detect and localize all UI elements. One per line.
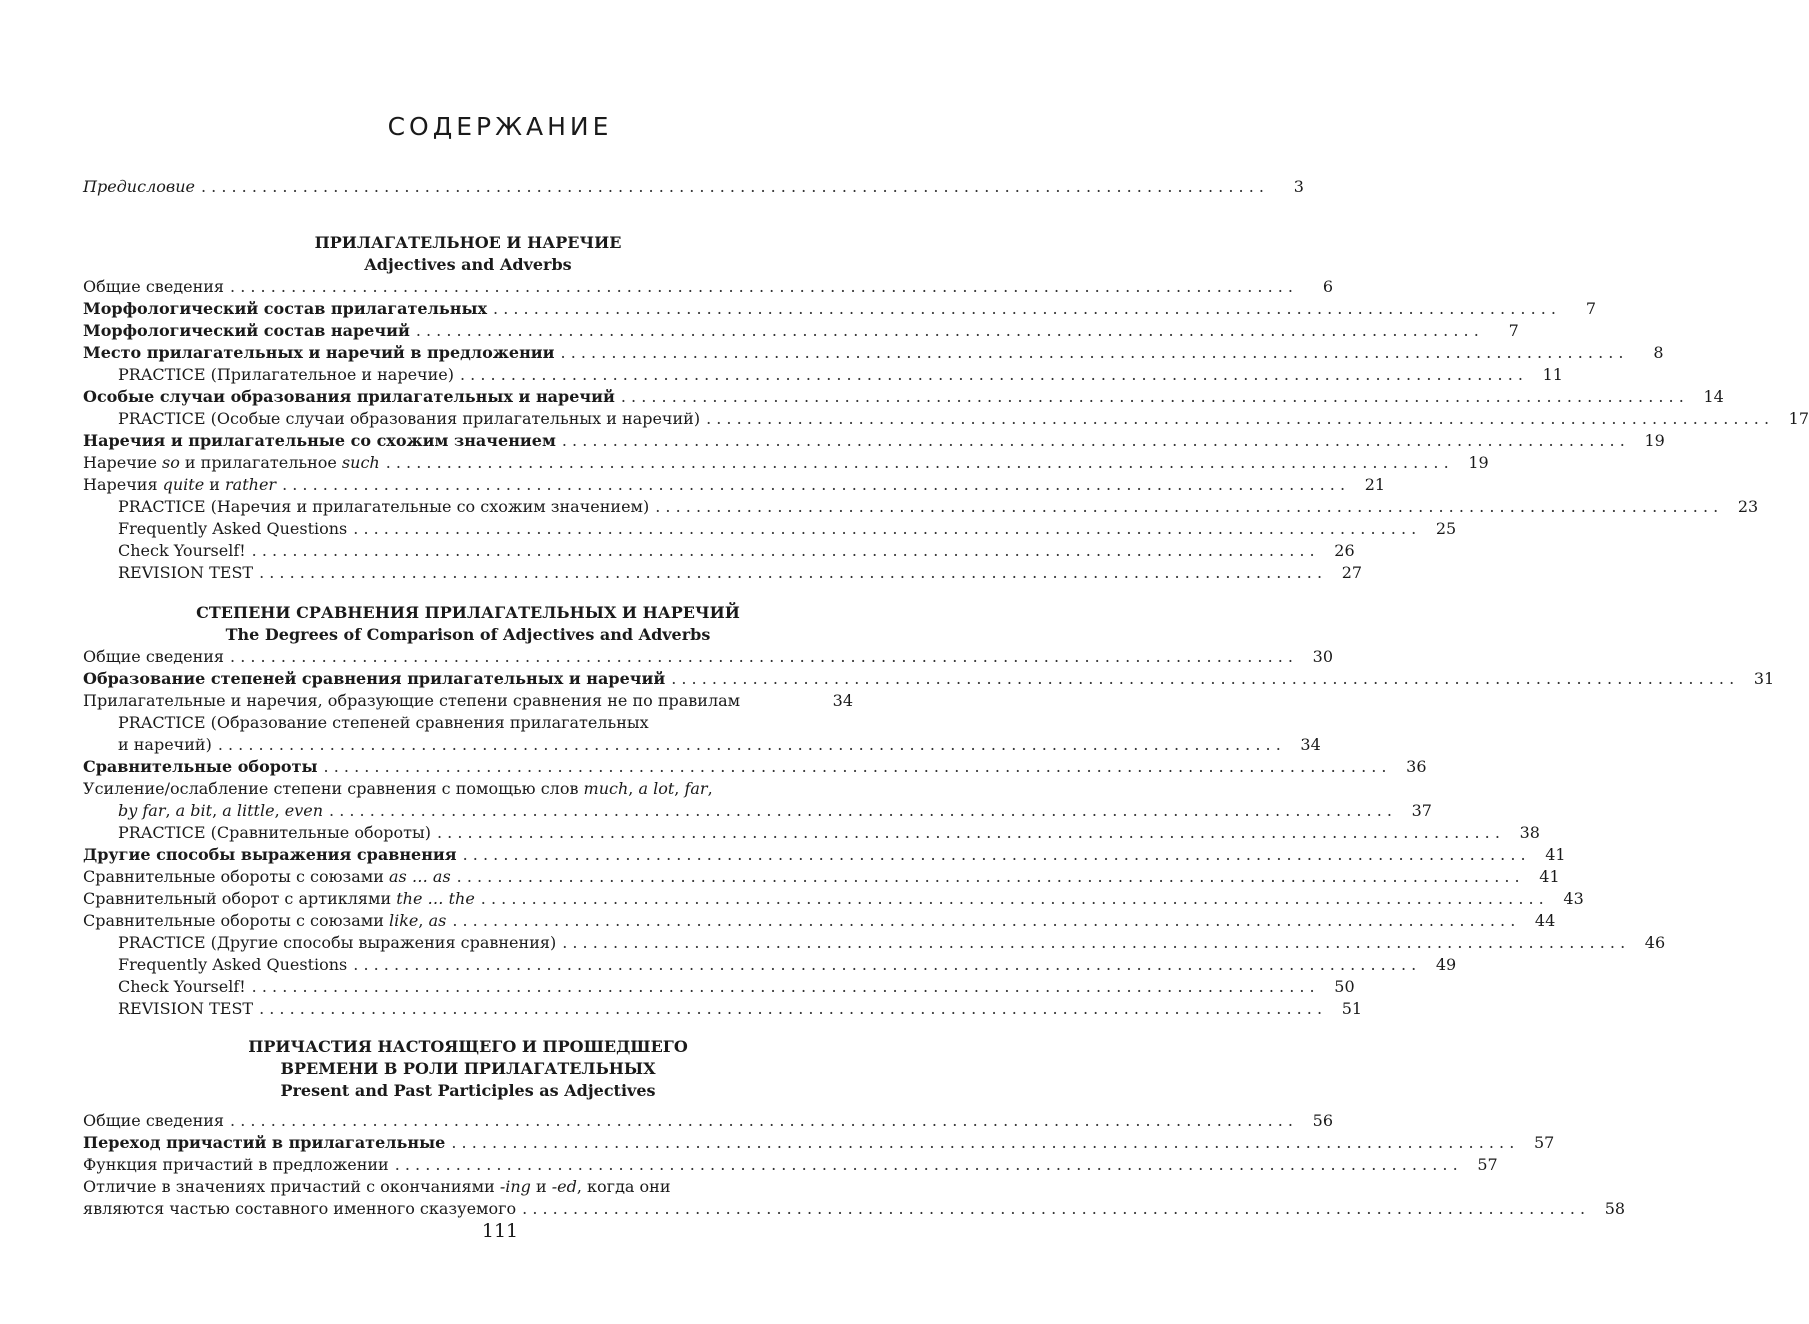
toc-entry-label	[118, 800, 323, 822]
toc-entry-label: Прилагательные и наречия, образующие степени сравнения не по правилам	[83, 691, 741, 710]
toc-page-number: 49	[1435, 955, 1457, 974]
toc-entry-faq[interactable]	[83, 518, 1457, 540]
toc-entry-label	[83, 452, 380, 474]
section-title-en: The Degrees of Comparison of Adjectives and Adverbs	[225, 625, 711, 644]
label-term: -ed	[551, 1177, 577, 1196]
label-term: by far	[118, 801, 166, 820]
toc-entry-cont[interactable]	[83, 1198, 1626, 1220]
toc-page-number: 3	[1293, 177, 1304, 196]
dot-leader	[259, 562, 1322, 584]
label-term: a little	[222, 801, 275, 820]
label-text: , когда они	[576, 1177, 671, 1196]
toc-entry[interactable]	[83, 276, 1333, 298]
label-text: и	[204, 475, 226, 494]
toc-entry-practice[interactable]	[83, 712, 853, 734]
toc-page-number: 58	[1604, 1199, 1626, 1218]
toc-entry-label	[83, 888, 475, 910]
toc-entry-label: Frequently Asked Questions	[118, 519, 348, 538]
toc-page-number: 41	[1545, 845, 1566, 864]
dot-leader	[655, 496, 1718, 518]
dot-leader	[324, 756, 1387, 778]
toc-entry-label	[83, 474, 276, 496]
dot-leader	[252, 976, 1315, 998]
label-term: the … the	[396, 889, 475, 908]
label-term: as … as	[388, 867, 451, 886]
label-term: a lot	[638, 779, 675, 798]
label-term: so	[162, 453, 180, 472]
dot-leader	[452, 910, 1515, 932]
toc-page-number: 30	[1312, 647, 1333, 666]
label-text: Сравнительные обороты с союзами	[83, 867, 389, 886]
label-text: Наречие	[83, 453, 162, 472]
label-text: Сравнительные обороты с союзами	[83, 911, 389, 930]
toc-entry-label: REVISION TEST	[118, 563, 254, 582]
dot-leader	[621, 386, 1684, 408]
dot-leader	[230, 276, 1293, 298]
toc-page-number: 34	[832, 691, 853, 710]
dot-leader	[395, 1154, 1458, 1176]
dot-leader	[481, 888, 1544, 910]
toc-page-number: 11	[1542, 365, 1563, 384]
toc-entry-label: Общие сведения	[83, 277, 225, 296]
dot-leader	[493, 298, 1556, 320]
toc-page-number: 31	[1753, 669, 1775, 688]
label-text: ,	[212, 801, 223, 820]
toc-page-number: 57	[1533, 1133, 1555, 1152]
toc-entry-label: PRACTICE (Другие способы выражения сравнения)	[118, 933, 557, 952]
toc-entry-label: Место прилагательных и наречий в предложении	[83, 343, 555, 362]
toc-entry-label	[83, 1176, 671, 1198]
dot-leader	[562, 932, 1625, 954]
toc-entry-label: Функция причастий в предложении	[83, 1155, 389, 1174]
toc-entry-practice[interactable]	[83, 932, 1666, 954]
label-term: a bit	[175, 801, 213, 820]
toc-entry-label: PRACTICE (Прилагательное и наречие)	[118, 365, 454, 384]
toc-entry-check[interactable]	[83, 976, 1355, 998]
toc-entry-label: Особые случаи образования прилагательных и наречий	[83, 387, 615, 406]
toc-page-number: 7	[1508, 321, 1519, 340]
toc-entry-label: Check Yourself!	[118, 977, 246, 996]
toc-entry-check[interactable]	[83, 540, 1355, 562]
toc-page-number: 44	[1534, 911, 1556, 930]
toc-entry-cont[interactable]	[83, 800, 1432, 822]
toc-entry[interactable]	[83, 298, 1596, 320]
toc-page-number: 21	[1364, 475, 1386, 494]
toc-page-number: 51	[1341, 999, 1363, 1018]
toc-entry[interactable]	[83, 1176, 853, 1198]
toc-entry-label: PRACTICE (Образование степеней сравнения прилагательных	[118, 713, 649, 732]
toc-entry[interactable]	[83, 844, 1566, 866]
label-term: rather	[225, 475, 277, 494]
dot-leader	[218, 734, 1281, 756]
toc-entry[interactable]	[83, 668, 1775, 690]
toc-page-number: 19	[1644, 431, 1665, 450]
section-title-ru: ПРИЧАСТИЯ НАСТОЯЩЕГО И ПРОШЕДШЕГО	[248, 1037, 688, 1056]
toc-entry-label: REVISION TEST	[118, 999, 254, 1018]
label-term: like	[388, 911, 419, 930]
label-text: ,	[628, 779, 639, 798]
toc-entry[interactable]	[83, 778, 853, 800]
toc-page-number: 34	[1300, 735, 1321, 754]
label-text: Наречия	[83, 475, 163, 494]
page-number: 111	[481, 1220, 519, 1242]
toc-entry-practice[interactable]	[83, 364, 1563, 386]
toc-entry-label: PRACTICE (Сравнительные обороты)	[118, 823, 431, 842]
toc-entry[interactable]	[83, 1110, 1333, 1132]
toc-entry[interactable]	[83, 646, 1333, 668]
label-term: as	[428, 911, 447, 930]
toc-entry[interactable]	[83, 386, 1724, 408]
toc-entry[interactable]	[83, 342, 1664, 364]
dot-leader	[457, 866, 1520, 888]
dot-leader	[230, 1110, 1293, 1132]
toc-entry-label	[83, 778, 713, 800]
dot-leader	[230, 646, 1293, 668]
toc-entry[interactable]	[83, 474, 1386, 496]
section-title-ru-line2: ВРЕМЕНИ В РОЛИ ПРИЛАГАТЕЛЬНЫХ	[280, 1059, 656, 1078]
dot-leader	[522, 1198, 1585, 1220]
toc-entry-preface[interactable]	[83, 176, 1304, 198]
label-text: Отличие в значениях причастий с окончаниями	[83, 1177, 500, 1196]
label-text: Сравнительный оборот с артиклями	[83, 889, 397, 908]
toc-page-number: 38	[1519, 823, 1540, 842]
toc-entry-label: Общие сведения	[83, 1111, 225, 1130]
toc-entry-label: Check Yourself!	[118, 541, 246, 560]
toc-entry-label: являются частью составного именного сказуемого	[83, 1199, 517, 1218]
label-term: far	[684, 779, 708, 798]
dot-leader	[329, 800, 1392, 822]
toc-entry[interactable]	[83, 756, 1427, 778]
toc-entry-label: и наречий)	[118, 735, 212, 754]
toc-entry-label	[83, 866, 451, 888]
toc-page-number: 37	[1411, 801, 1432, 820]
label-text: и прилагательное	[179, 453, 342, 472]
toc-page-number: 26	[1334, 541, 1355, 560]
toc-page-number: 41	[1539, 867, 1560, 886]
section-title-ru: СТЕПЕНИ СРАВНЕНИЯ ПРИЛАГАТЕЛЬНЫХ И НАРЕЧИЙ	[196, 603, 740, 622]
label-text: ,	[418, 911, 429, 930]
dot-leader	[561, 342, 1624, 364]
toc-entry[interactable]	[83, 430, 1665, 452]
label-term: quite	[162, 475, 205, 494]
toc-entry-label: Frequently Asked Questions	[118, 955, 348, 974]
toc-page-number: 50	[1334, 977, 1355, 996]
label-term: much	[583, 779, 629, 798]
section-title-en: Adjectives and Adverbs	[364, 255, 572, 274]
toc-entry[interactable]	[83, 320, 1519, 342]
toc-page-number: 43	[1563, 889, 1584, 908]
toc-entry-revision-test[interactable]	[83, 562, 1363, 584]
dot-leader	[416, 320, 1479, 342]
toc-entry-label: PRACTICE (Наречия и прилагательные со схожим значением)	[118, 497, 650, 516]
toc-entry-practice[interactable]	[83, 408, 1809, 430]
toc-entry-faq[interactable]	[83, 954, 1457, 976]
toc-page-number: 27	[1341, 563, 1363, 582]
dot-leader	[437, 822, 1500, 844]
section-title-en: Present and Past Participles as Adjectives	[280, 1081, 656, 1100]
label-text: ,	[274, 801, 285, 820]
dot-leader	[252, 540, 1315, 562]
toc-entry-label: Образование степеней сравнения прилагательных и наречий	[83, 669, 666, 688]
toc-entry-label: Сравнительные обороты	[83, 757, 318, 776]
toc-page-number: 36	[1406, 757, 1427, 776]
toc-entry[interactable]	[83, 910, 1556, 932]
toc-entry-practice[interactable]	[83, 822, 1540, 844]
label-term: such	[341, 453, 380, 472]
toc-entry-label: Переход причастий в прилагательные	[83, 1133, 446, 1152]
dot-leader	[201, 176, 1264, 198]
toc-page-number: 8	[1653, 343, 1664, 362]
toc-page-number: 6	[1322, 277, 1333, 296]
label-text: Усиление/ослабление степени сравнения с помощью слов	[83, 779, 584, 798]
toc-entry[interactable]	[83, 690, 853, 712]
toc-entry-label	[83, 910, 446, 932]
toc-entry[interactable]	[83, 452, 1489, 474]
toc-entry-label: Предисловие	[83, 177, 195, 196]
dot-leader	[463, 844, 1526, 866]
dot-leader	[353, 954, 1416, 976]
toc-entry-label: Морфологический состав наречий	[83, 321, 410, 340]
label-term: -ing	[499, 1177, 531, 1196]
toc-entry[interactable]	[83, 1154, 1498, 1176]
toc-page-number: 57	[1477, 1155, 1498, 1174]
label-text: и	[530, 1177, 552, 1196]
dot-leader	[386, 452, 1449, 474]
toc-entry-label: PRACTICE (Особые случаи образования прилагательных и наречий)	[118, 409, 701, 428]
toc-entry-label: Общие сведения	[83, 647, 225, 666]
toc-page-number: 23	[1737, 497, 1759, 516]
toc-entry-label: Наречия и прилагательные со схожим значением	[83, 431, 556, 450]
toc-entry-revision-test[interactable]	[83, 998, 1363, 1020]
toc-page-number: 7	[1585, 299, 1596, 318]
dot-leader	[671, 668, 1734, 690]
page-title: СОДЕРЖАНИЕ	[387, 112, 613, 141]
dot-leader	[460, 364, 1523, 386]
dot-leader	[259, 998, 1322, 1020]
section-title-ru: ПРИЛАГАТЕЛЬНОЕ И НАРЕЧИЕ	[314, 233, 622, 252]
table-of-contents	[83, 176, 1809, 1220]
toc-page-number: 17	[1788, 409, 1809, 428]
toc-page-number: 25	[1435, 519, 1457, 538]
dot-leader	[353, 518, 1416, 540]
dot-leader	[282, 474, 1345, 496]
label-text: ,	[707, 779, 713, 798]
toc-entry-practice[interactable]	[83, 496, 1759, 518]
toc-entry[interactable]	[83, 888, 1584, 910]
dot-leader	[451, 1132, 1514, 1154]
dot-leader	[562, 430, 1625, 452]
label-text: ,	[674, 779, 685, 798]
label-text: ,	[165, 801, 176, 820]
dot-leader	[706, 408, 1769, 430]
toc-page-number: 19	[1468, 453, 1489, 472]
toc-entry-label: Другие способы выражения сравнения	[83, 845, 457, 864]
toc-page-number: 14	[1703, 387, 1724, 406]
toc-entry-label: Морфологический состав прилагательных	[83, 299, 488, 318]
toc-page-number: 46	[1644, 933, 1666, 952]
toc-entry[interactable]	[83, 1132, 1555, 1154]
label-term: even	[284, 801, 324, 820]
toc-entry-practice-cont[interactable]	[83, 734, 1321, 756]
toc-page-number: 56	[1312, 1111, 1333, 1130]
toc-entry[interactable]	[83, 866, 1560, 888]
